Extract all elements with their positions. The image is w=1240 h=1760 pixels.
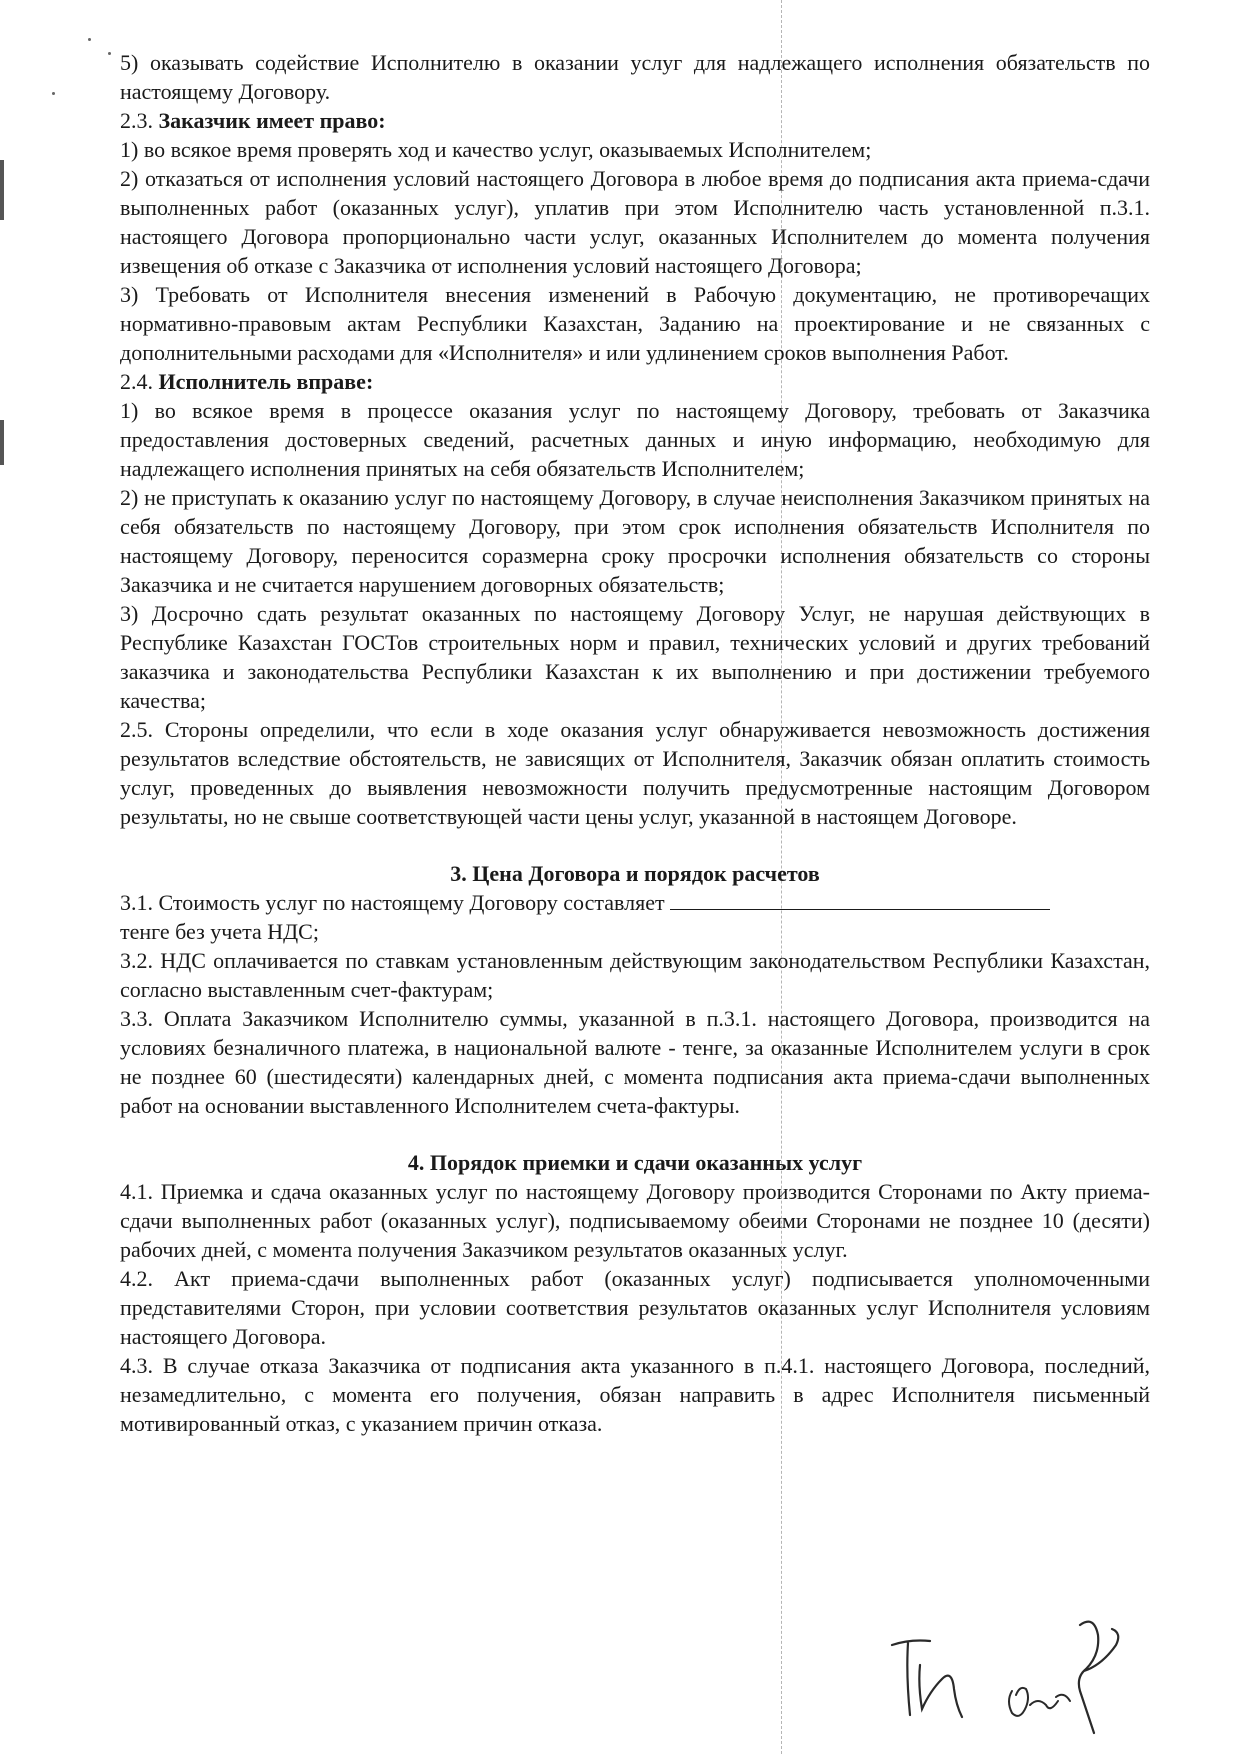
clause-2-3-heading bbox=[120, 106, 1150, 135]
clause-4-2: 4.2. Акт приема-сдачи выполненных работ (оказанных услуг) подписывается уполномоченными представителями Сторон, при условии соответствия результатов оказанных услуг Исполнителя условиям настоящего Договора. bbox=[120, 1266, 1150, 1349]
document-page bbox=[120, 48, 1150, 1438]
spacer bbox=[120, 831, 1150, 859]
signature-image bbox=[880, 1605, 1140, 1755]
scan-speck bbox=[52, 92, 55, 95]
clause-number: 2.3. bbox=[120, 108, 159, 133]
clause-2-3-1: 1) во всякое время проверять ход и качество услуг, оказываемых Исполнителем; bbox=[120, 137, 872, 162]
clause-2-4-heading bbox=[120, 367, 1150, 396]
spacer bbox=[120, 1120, 1150, 1148]
amount-blank-line bbox=[670, 891, 1050, 910]
clause-2-2-5: 5) оказывать содействие Исполнителю в оказании услуг для надлежащего исполнения обязательств по настоящему Договору. bbox=[120, 50, 1150, 104]
clause-3-1-text: 3.1. Стоимость услуг по настоящему Договору составляет bbox=[120, 890, 665, 915]
clause-3-1 bbox=[120, 888, 1150, 946]
scan-speck bbox=[88, 38, 91, 41]
binding-mark bbox=[0, 420, 4, 465]
binding-mark bbox=[0, 160, 4, 220]
clause-title: Исполнитель вправе: bbox=[158, 369, 374, 394]
clause-3-3: 3.3. Оплата Заказчиком Исполнителю суммы, указанной в п.3.1. настоящего Договора, производится на условиях безналичного платежа, в национальной валюте - тенге, за оказанные Исполнителем услуги в срок не позднее 60 (шестидесяти) календарных дней, с момента подписания акта приема-сдачи выполненных работ на основании выставленного Исполнителем счета-фактуры. bbox=[120, 1006, 1150, 1118]
clause-title: Заказчик имеет право: bbox=[158, 108, 386, 133]
section-3-heading: 3. Цена Договора и порядок расчетов bbox=[450, 861, 820, 886]
clause-4-3: 4.3. В случае отказа Заказчика от подписания акта указанного в п.4.1. настоящего Договора, последний, незамедлительно, с момента его получения, обязан направить в адрес Исполнителя письменный мотивированный отказ, с указанием причин отказа. bbox=[120, 1353, 1150, 1436]
clause-2-4-1: 1) во всякое время в процессе оказания услуг по настоящему Договору, требовать от Заказчика предоставления достоверных сведений, расчетных данных и иную информацию, необходимую для надлежащего исполнения принятых на себя обязательств Исполнителем; bbox=[120, 398, 1150, 481]
scan-speck bbox=[108, 52, 111, 55]
clause-2-3-3: 3) Требовать от Исполнителя внесения изменений в Рабочую документацию, не противоречащих нормативно-правовым актам Республики Казахстан, Заданию на проектирование и не связанных с дополнительными расходами для «Исполнителя» и или удлинением сроков выполнения Работ. bbox=[120, 282, 1150, 365]
clause-3-1-currency: тенге без учета НДС; bbox=[120, 919, 319, 944]
clause-number: 2.4. bbox=[120, 369, 159, 394]
clause-2-4-3: 3) Досрочно сдать результат оказанных по настоящему Договору Услуг, не нарушая действующих в Республике Казахстан ГОСТов строительных норм и правил, технических условий и других требований заказчика и законодательства Республики Казахстан к их выполнению и при достижении требуемого качества; bbox=[120, 601, 1150, 713]
clause-2-3-2: 2) отказаться от исполнения условий настоящего Договора в любое время до подписания акта приема-сдачи выполненных работ (оказанных услуг), уплатив при этом Исполнителю часть установленной п.3.1. настоящего Договора пропорционально части услуг, оказанных Исполнителем до момента получения извещения об отказе с Заказчика от исполнения условий настоящего Договора; bbox=[120, 166, 1150, 278]
handwritten-initials bbox=[880, 1605, 1140, 1755]
clause-3-2: 3.2. НДС оплачивается по ставкам установленным действующим законодательством Республики Казахстан, согласно выставленным счет-фактурам; bbox=[120, 948, 1150, 1002]
clause-4-1: 4.1. Приемка и сдача оказанных услуг по настоящему Договору производится Сторонами по Акту приема-сдачи выполненных работ (оказанных услуг), подписываемому обеими Сторонами не позднее 10 (десяти) рабочих дней, с момента получения Заказчиком результатов оказанных услуг. bbox=[120, 1179, 1150, 1262]
clause-2-5: 2.5. Стороны определили, что если в ходе оказания услуг обнаруживается невозможность достижения результатов вследствие обстоятельств, не зависящих от Исполнителя, Заказчик обязан оплатить стоимость услуг, проведенных до выявления невозможности получить предусмотренные настоящим Договором результаты, но не свыше соответствующей части цены услуг, указанной в настоящем Договоре. bbox=[120, 717, 1150, 829]
section-4-heading: 4. Порядок приемки и сдачи оказанных услуг bbox=[407, 1150, 863, 1175]
clause-2-4-2: 2) не приступать к оказанию услуг по настоящему Договору, в случае неисполнения Заказчиком принятых на себя обязательств по настоящему Договору, при этом срок исполнения обязательств Исполнителя по настоящему Договору, переносится соразмерна сроку просрочки исполнения обязательств со стороны Заказчика и не считается нарушением договорных обязательств; bbox=[120, 485, 1150, 597]
